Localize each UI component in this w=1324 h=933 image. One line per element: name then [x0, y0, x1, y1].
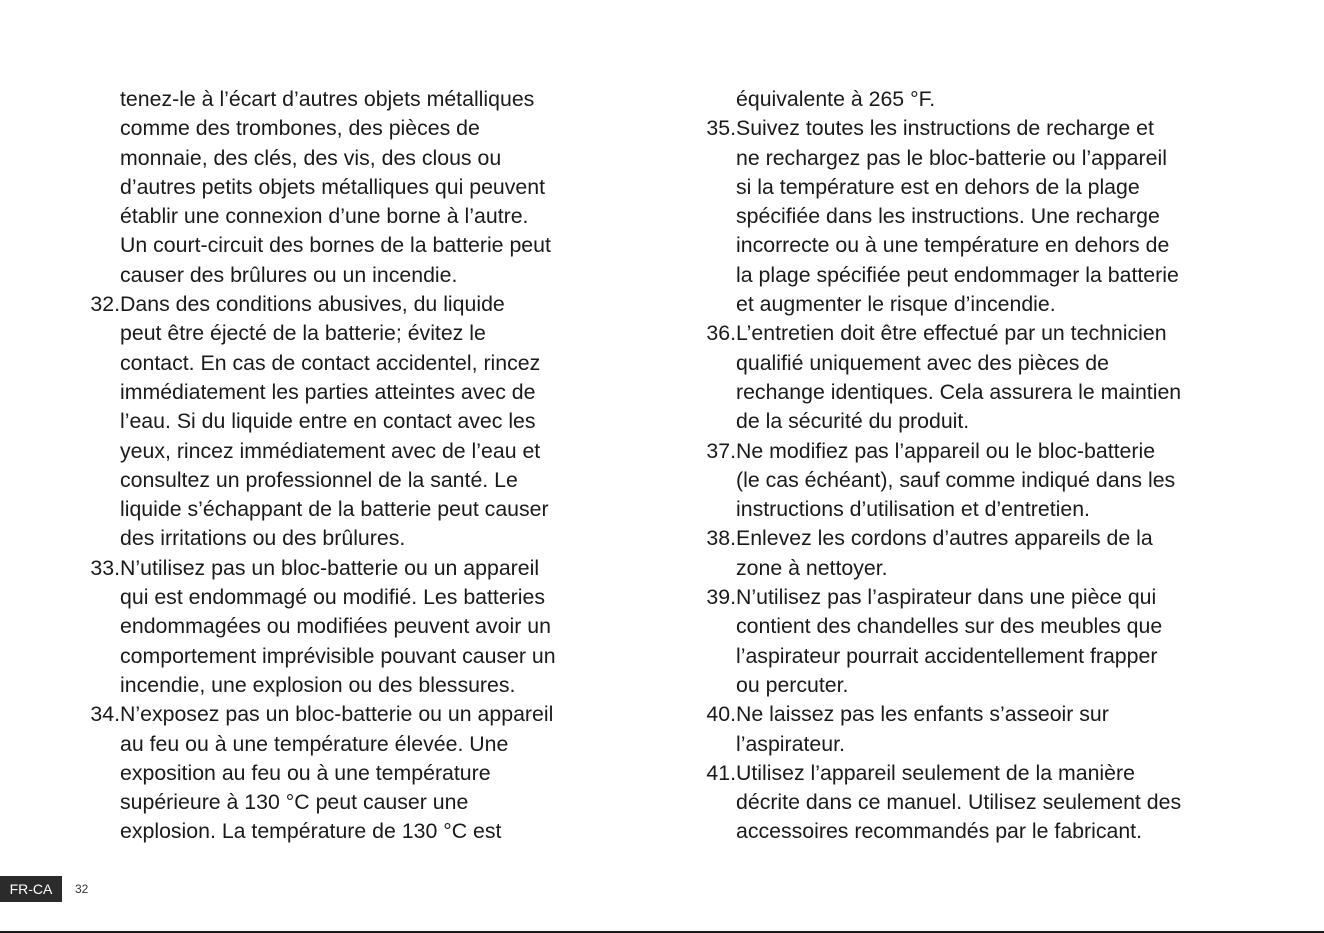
item-number: 33.	[90, 555, 120, 580]
list-item-40	[686, 700, 1286, 759]
item-text: Ne laissez pas les enfants s’asseoir sur l’aspirateur.	[736, 702, 1109, 756]
item-text: Ne modifiez pas l’appareil ou le bloc-batterie (le cas échéant), sauf comme indiqué dans les instructions d’utilisation et d’entretien.	[736, 438, 1176, 522]
item-text: N’utilisez pas l’aspirateur dans une pièce qui contient des chandelles sur des meubles que l’aspirateur pourrait accidentellement frapper ou percuter.	[736, 585, 1163, 697]
list-item-36	[686, 319, 1286, 436]
item-text: Dans des conditions abusives, du liquide peut être éjecté de la batterie; évitez le contact. En cas de contact accidentel, rincez immédiatement les parties atteintes avec de l’eau. Si du liquide entre en contact avec les yeux, rincez immédiatement avec de l’eau et consultez un professionnel de la santé. Le liquide s’échappant de la batterie peut causer des irritations ou des brûlures.	[120, 292, 549, 551]
item-text: N’exposez pas un bloc-batterie ou un appareil au feu ou à une température élevée. Une exposition au feu ou à une température supérieure à 130 °C peut causer une explosion. La température de 130 °C est	[120, 702, 554, 844]
list-item-38	[686, 524, 1286, 583]
item-number: 35.	[706, 116, 736, 141]
item-text: Utilisez l’appareil seulement de la manière décrite dans ce manuel. Utilisez seulement des accessoires recommandés par le fabricant.	[736, 760, 1182, 844]
list-item-35	[686, 114, 1286, 319]
item-text: Enlevez les cordons d’autres appareils de la zone à nettoyer.	[736, 526, 1153, 580]
list-item-41	[686, 759, 1286, 847]
item-number: 40.	[706, 702, 736, 727]
item-text: Suivez toutes les instructions de recharge et ne rechargez pas le bloc-batterie ou l’appareil si la température est en dehors de la plage spécifiée dans les instructions. Une recharge incorrecte ou à une température en dehors de la plage spécifiée peut endommager la batterie et augmenter le risque d’incendie.	[736, 116, 1179, 317]
list-item-39	[686, 583, 1286, 700]
item-number: 34.	[90, 702, 120, 727]
item-number: 39.	[706, 585, 736, 610]
item-number: 38.	[706, 526, 736, 551]
item-number: 41.	[706, 760, 736, 785]
left-column	[70, 85, 645, 847]
item-number: 36.	[706, 321, 736, 346]
item-text: L’entretien doit être effectué par un technicien qualifié uniquement avec des pièces de rechange identiques. Cela assurera le maintien de la sécurité du produit.	[736, 321, 1182, 434]
list-item-37	[686, 437, 1286, 525]
continued-paragraph: équivalente à 265 °F.	[736, 87, 936, 111]
page-number: 32	[75, 882, 89, 896]
list-item-34	[70, 700, 645, 846]
item-text: N’utilisez pas un bloc-batterie ou un appareil qui est endommagé ou modifié. Les batteries endommagées ou modifiées peuvent avoir un comportement imprévisible pouvant causer un incendie, une explosion ou des blessures.	[120, 555, 556, 697]
item-number: 37.	[706, 438, 736, 463]
item-number: 32.	[90, 292, 120, 317]
locale-tag: FR-CA	[0, 876, 62, 902]
right-column	[686, 85, 1286, 847]
continued-paragraph: tenez-le à l’écart d’autres objets métalliques comme des trombones, des pièces de monnaie, des clés, des vis, des clous ou d’autres petits objets métalliques qui peuvent établir une connexion d’une borne à l’autre. Un court-circuit des bornes de la batterie peut causer des brûlures ou un incendie.	[120, 87, 551, 287]
list-item-32	[70, 290, 645, 554]
list-item-33	[70, 554, 645, 700]
